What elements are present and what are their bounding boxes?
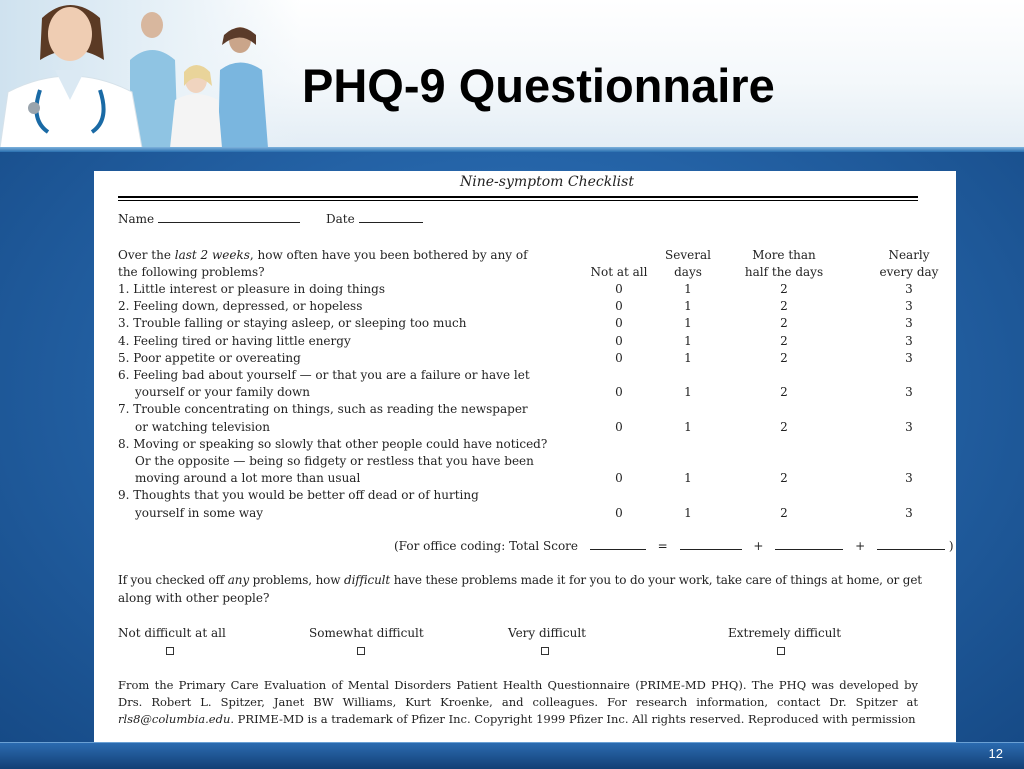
score-blank-3[interactable]	[877, 540, 945, 550]
checkbox-extremely[interactable]	[777, 647, 785, 655]
total-score-blank[interactable]	[590, 540, 646, 550]
column-header-more-than-half: More than	[752, 248, 816, 262]
score-option-6-1[interactable]: 1	[684, 385, 692, 400]
score-option-4-0[interactable]: 0	[615, 333, 623, 348]
slide-footer-bar	[0, 742, 1024, 769]
score-option-3-1[interactable]: 1	[684, 316, 692, 331]
checkbox-very[interactable]	[541, 647, 549, 655]
office-coding-row: (For office coding: Total Score = + + )	[394, 539, 954, 553]
difficulty-option-not-difficult: Not difficult at all	[118, 626, 226, 640]
column-header-days: days	[674, 265, 702, 279]
score-option-4-2[interactable]: 2	[780, 333, 788, 348]
symptom-item-9-continued: yourself in some way	[135, 505, 264, 520]
header-photo	[0, 0, 300, 148]
title-rule	[118, 196, 918, 198]
symptom-item-8-continued: moving around a lot more than usual	[135, 471, 361, 486]
score-option-5-2[interactable]: 2	[780, 350, 788, 365]
title-rule-thin	[118, 200, 918, 201]
score-option-2-3[interactable]: 3	[905, 299, 913, 314]
name-field[interactable]	[118, 212, 300, 226]
score-option-8-1[interactable]: 1	[684, 471, 692, 486]
symptom-item-8-continued: Or the opposite — being so fidgety or restless that you have been	[135, 454, 534, 468]
symptom-item-3: 3. Trouble falling or staying asleep, or sleeping too much	[118, 316, 467, 331]
score-option-8-3[interactable]: 3	[905, 471, 913, 486]
symptom-item-9: 9. Thoughts that you would be better off dead or of hurting	[118, 488, 479, 503]
score-option-1-2[interactable]: 2	[780, 282, 788, 296]
score-option-7-3[interactable]: 3	[905, 419, 913, 434]
score-option-2-1[interactable]: 1	[684, 299, 692, 314]
question-intro: Over the last 2 weeks, how often have you been bothered by any of	[118, 248, 528, 262]
difficulty-option-very: Very difficult	[508, 626, 586, 640]
symptom-item-4: 4. Feeling tired or having little energy	[118, 333, 351, 348]
symptom-item-1: 1. Little interest or pleasure in doing things	[118, 282, 385, 296]
checklist-title: Nine-symptom Checklist	[460, 174, 634, 190]
score-option-1-3[interactable]: 3	[905, 282, 913, 296]
office-coding-label: (For office coding: Total Score	[394, 539, 579, 553]
score-option-8-0[interactable]: 0	[615, 471, 623, 486]
score-option-7-2[interactable]: 2	[780, 419, 788, 434]
name-label: Name	[118, 212, 155, 226]
difficulty-question: If you checked off any problems, how difficult have these problems made it for you to do your work, take care of things at home, or get	[118, 573, 922, 587]
checkbox-not-difficult[interactable]	[166, 647, 174, 655]
page-number: 12	[988, 746, 1003, 761]
medical-staff-photo	[0, 0, 300, 148]
date-field[interactable]	[326, 212, 423, 226]
score-option-5-0[interactable]: 0	[615, 350, 623, 365]
phq9-checklist-document	[94, 171, 956, 745]
column-header-several-days: Several	[665, 248, 711, 262]
column-header-every-day: every day	[879, 265, 939, 279]
question-intro-line2: the following problems?	[118, 265, 265, 279]
difficulty-option-somewhat: Somewhat difficult	[309, 626, 424, 640]
score-option-3-0[interactable]: 0	[615, 316, 623, 331]
score-option-4-3[interactable]: 3	[905, 333, 913, 348]
score-option-7-1[interactable]: 1	[684, 419, 692, 434]
score-option-9-2[interactable]: 2	[780, 505, 788, 520]
score-blank-1[interactable]	[680, 540, 742, 550]
source-footnote: From the Primary Care Evaluation of Mental Disorders Patient Health Questionnaire (PRIME-MD PHQ). The PHQ was developed by Drs. Robert L. Spitzer, Janet BW Williams, Kurt Kroenke, and colleagues. For research information, contact Dr. Spitzer at rls8@columbia.edu. PRIME-MD is a trademark of Pfizer Inc. Copyright 1999 Pfizer Inc. All rights reserved. Reproduced with permission	[118, 678, 918, 726]
column-header-half-the-days: half the days	[744, 265, 824, 279]
score-option-2-0[interactable]: 0	[615, 299, 623, 314]
symptom-item-5: 5. Poor appetite or overeating	[118, 350, 301, 365]
score-option-3-2[interactable]: 2	[780, 316, 788, 331]
score-option-6-3[interactable]: 3	[905, 385, 913, 400]
difficulty-option-extremely: Extremely difficult	[728, 626, 842, 640]
score-option-6-2[interactable]: 2	[780, 385, 788, 400]
date-label: Date	[326, 212, 355, 226]
score-option-9-0[interactable]: 0	[615, 505, 623, 520]
date-blank[interactable]	[359, 213, 423, 223]
name-blank[interactable]	[158, 213, 300, 223]
symptom-item-7: 7. Trouble concentrating on things, such as reading the newspaper	[118, 402, 528, 417]
score-option-3-3[interactable]: 3	[905, 316, 913, 331]
symptom-item-2: 2. Feeling down, depressed, or hopeless	[118, 299, 363, 314]
difficulty-question-line2: along with other people?	[118, 591, 270, 605]
slide-title: PHQ-9 Questionnaire	[302, 59, 775, 112]
symptom-item-6: 6. Feeling bad about yourself — or that you are a failure or have let	[118, 368, 530, 382]
column-header-nearly-every-day: Nearly	[888, 248, 930, 262]
score-blank-2[interactable]	[775, 540, 843, 550]
score-option-2-2[interactable]: 2	[780, 299, 788, 314]
score-option-4-1[interactable]: 1	[684, 333, 692, 348]
score-option-7-0[interactable]: 0	[615, 419, 623, 434]
score-option-6-0[interactable]: 0	[615, 385, 623, 400]
symptom-item-7-continued: or watching television	[135, 419, 270, 434]
column-header-not-at-all: Not at all	[590, 265, 648, 279]
score-option-9-3[interactable]: 3	[905, 505, 913, 520]
score-option-9-1[interactable]: 1	[684, 505, 692, 520]
score-option-5-3[interactable]: 3	[905, 350, 913, 365]
score-option-1-0[interactable]: 0	[615, 282, 623, 296]
score-option-8-2[interactable]: 2	[780, 471, 788, 486]
score-option-5-1[interactable]: 1	[684, 350, 692, 365]
score-option-1-1[interactable]: 1	[684, 282, 692, 296]
checkbox-somewhat[interactable]	[357, 647, 365, 655]
symptom-item-8: 8. Moving or speaking so slowly that other people could have noticed?	[118, 436, 548, 451]
symptom-item-6-continued: yourself or your family down	[135, 385, 311, 400]
slide-header	[0, 0, 1024, 148]
